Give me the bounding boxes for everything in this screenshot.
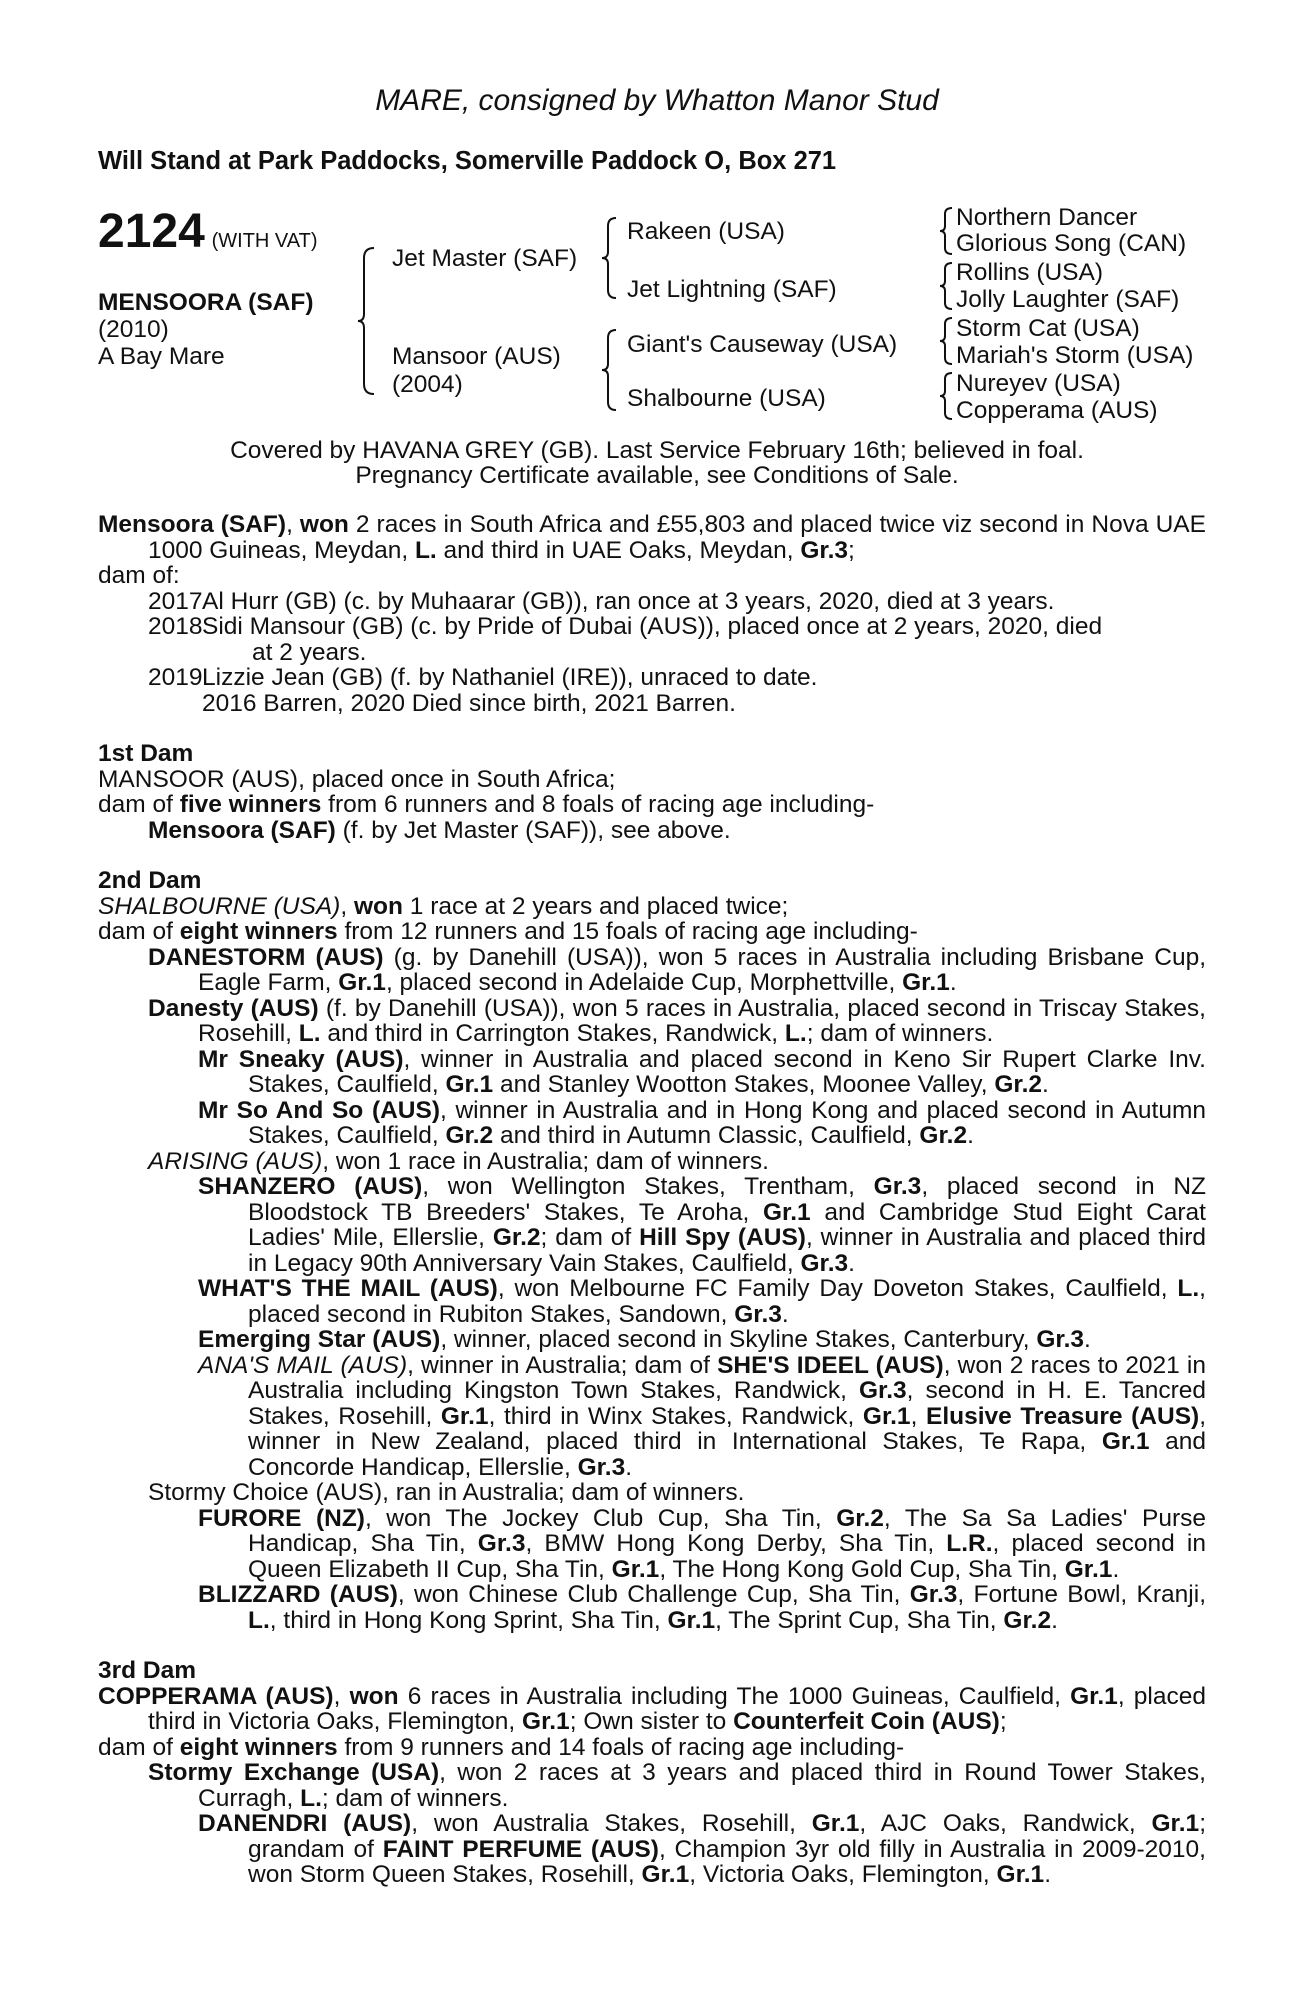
won-label: won bbox=[299, 511, 349, 538]
pedigree-brace-sd bbox=[938, 261, 956, 311]
grade-label: L. bbox=[414, 536, 437, 564]
vat-label: (WITH VAT) bbox=[211, 230, 318, 252]
first-dam-produce: dam of five winners from 6 runners and 8 foals of racing age including- bbox=[98, 791, 875, 818]
dam-of-label: dam of: bbox=[98, 562, 180, 589]
entry-shanzero: SHANZERO (AUS), won Wellington Stakes, Trentham, Gr.3, placed second in NZ Bloodstock TB Breeders' Stakes, Te Aroha, Gr.1 and Cambridge Stud Eight Carat Ladies' Mile, Ellerslie, Gr.2; dam of Hill Spy (AUS), winner in Australia and placed third in Legacy 90th Anniversary Vain Stakes, Caulfield, Gr.3. bbox=[198, 1173, 1206, 1277]
progeny-text bbox=[202, 614, 1206, 665]
pedigree-dam-year: (2004) bbox=[392, 371, 463, 398]
catalogue-body bbox=[98, 512, 1206, 1888]
entry-stormy-exchange: Stormy Exchange (USA), won 2 races at 3 years and placed third in Round Tower Stakes, Curragh, L.; dam of winners. bbox=[148, 1759, 1206, 1812]
progeny-year: 2018 bbox=[148, 613, 203, 640]
pedigree-sire: Jet Master (SAF) bbox=[392, 245, 578, 272]
pedigree-brace-main bbox=[356, 246, 378, 396]
pedigree-brace-sire bbox=[600, 216, 620, 300]
lot-number-block bbox=[98, 207, 318, 257]
entry-danestorm: DANESTORM (AUS) (g. by Danehill (USA)), won 5 races in Australia including Brisbane Cup, Eagle Farm, Gr.1, placed second in Adelaide Cup, Morphettville, Gr.1. bbox=[148, 943, 1207, 996]
progeny-year bbox=[98, 691, 202, 717]
lot-number: 2124 bbox=[98, 205, 205, 258]
pedigree-sdd: Jolly Laughter (SAF) bbox=[956, 286, 1180, 313]
entry-blizzard: BLIZZARD (AUS), won Chinese Club Challenge Cup, Sha Tin, Gr.3, Fortune Bowl, Kranji, L., third in Hong Kong Sprint, Sha Tin, Gr.1, The Sprint Cup, Sha Tin, Gr.2. bbox=[198, 1581, 1206, 1634]
pedigree-dam: Mansoor (AUS) bbox=[392, 343, 561, 370]
progeny-year: 2017 bbox=[148, 587, 203, 615]
entry-furore: FURORE (NZ), won The Jockey Club Cup, Sha Tin, Gr.2, The Sa Sa Ladies' Purse Handicap, Sha Tin, Gr.3, BMW Hong Kong Derby, Sha Tin, L.R., placed second in Queen Elizabeth II Cup, Sha Tin, Gr.1, The Hong Kong Gold Cup, Sha Tin, Gr.1. bbox=[198, 1504, 1207, 1583]
stand-location: Will Stand at Park Paddocks, Somerville Paddock O, Box 271 bbox=[98, 147, 837, 175]
mare-text: ; bbox=[848, 536, 855, 564]
third-dam-line: COPPERAMA (AUS), won 6 races in Australia including The 1000 Guineas, Caulfield, Gr.1, placed third in Victoria Oaks, Flemington, Gr.1; Own sister to Counterfeit Coin (AUS); bbox=[98, 1682, 1206, 1735]
covered-note bbox=[0, 438, 1314, 488]
progeny-text-cont: at 2 years. bbox=[252, 638, 367, 666]
progeny-text-line: Sidi Mansour (GB) (c. by Pride of Dubai (AUS)), placed once at 2 years, 2020, died bbox=[202, 613, 1103, 640]
progeny-row bbox=[98, 589, 1206, 615]
pedigree-ss: Rakeen (USA) bbox=[627, 218, 785, 245]
pedigree-sss: Northern Dancer bbox=[956, 204, 1138, 231]
covered-line-2: Pregnancy Certificate available, see Conditions of Sale. bbox=[355, 462, 959, 489]
pedigree-dds: Nureyev (USA) bbox=[956, 370, 1121, 397]
second-dam-heading: 2nd Dam bbox=[98, 867, 202, 894]
pedigree-brace-ss bbox=[938, 206, 956, 256]
horse-info bbox=[98, 289, 314, 370]
pedigree-dsd: Mariah's Storm (USA) bbox=[956, 342, 1194, 369]
grade-label: Gr.3 bbox=[800, 536, 849, 564]
pedigree-brace-dam bbox=[600, 328, 620, 412]
page-title: MARE, consigned by Whatton Manor Stud bbox=[375, 84, 939, 117]
pedigree-ddd: Copperama (AUS) bbox=[956, 397, 1158, 424]
pedigree-brace-dd bbox=[938, 371, 956, 421]
pedigree-dd: Shalbourne (USA) bbox=[627, 385, 826, 412]
third-dam-produce: dam of eight winners from 9 runners and 14 foals of racing age including- bbox=[98, 1733, 905, 1761]
mare-name: Mensoora (SAF) bbox=[98, 511, 287, 538]
horse-name: MENSOORA (SAF) bbox=[98, 289, 314, 316]
pedigree-sd: Jet Lightning (SAF) bbox=[627, 276, 837, 303]
second-dam-line: SHALBOURNE (USA), won 1 race at 2 years and placed twice; bbox=[98, 892, 789, 920]
first-dam-heading: 1st Dam bbox=[98, 740, 194, 767]
progeny-text: Al Hurr (GB) (c. by Muhaarar (GB)), ran once at 3 years, 2020, died at 3 years. bbox=[202, 587, 1055, 615]
entry-emerging-star: Emerging Star (AUS), winner, placed second in Skyline Stakes, Canterbury, Gr.3. bbox=[198, 1326, 1091, 1353]
entry-anas-mail: ANA'S MAIL (AUS), winner in Australia; dam of SHE'S IDEEL (AUS), won 2 races to 2021 in Australia including Kingston Town Stakes, Randwick, Gr.3, second in H. E. Tancred Stakes, Rosehill, Gr.1, third in Winx Stakes, Randwick, Gr.1, Elusive Treasure (AUS), winner in New Zealand, placed third in International Stakes, Te Rapa, Gr.1 and Concorde Handicap, Ellerslie, Gr.3. bbox=[198, 1351, 1207, 1481]
mare-record: Mensoora (SAF), won 2 races in South Africa and £55,803 and placed twice viz second in Nova UAE 1000 Guineas, Meydan, L. and third in UAE Oaks, Meydan, Gr.3; bbox=[98, 511, 1206, 564]
progeny-row bbox=[98, 665, 1206, 691]
progeny-text: 2016 Barren, 2020 Died since birth, 2021 Barren. bbox=[202, 689, 736, 717]
second-dam-produce: dam of eight winners from 12 runners and 15 foals of racing age including- bbox=[98, 918, 918, 945]
progeny-row bbox=[98, 614, 1206, 665]
entry-danesty: Danesty (AUS) (f. by Danehill (USA)), won 5 races in Australia, placed second in Triscay Stakes, Rosehill, L. and third in Carrington Stakes, Randwick, L.; dam of winners. bbox=[148, 994, 1206, 1047]
entry-arising: ARISING (AUS), won 1 race in Australia; dam of winners. bbox=[148, 1147, 769, 1175]
pedigree-dss: Storm Cat (USA) bbox=[956, 315, 1140, 342]
covered-line-1: Covered by HAVANA GREY (GB). Last Service February 16th; believed in foal. bbox=[230, 437, 1084, 464]
first-dam-line: MANSOOR (AUS), placed once in South Africa; bbox=[98, 765, 616, 793]
mare-text: and third in UAE Oaks, Meydan, bbox=[436, 536, 801, 564]
pedigree-brace-ds bbox=[938, 316, 956, 366]
pedigree-ssd: Glorious Song (CAN) bbox=[956, 230, 1187, 257]
mare-text: 2 races in South Africa and £55,803 and placed twice viz second in Nova UAE 1000 Guineas, Meydan, bbox=[148, 511, 1206, 564]
progeny-text: Lizzie Jean (GB) (f. by Nathaniel (IRE)), unraced to date. bbox=[202, 664, 818, 691]
progeny-year: 2019 bbox=[148, 664, 203, 691]
horse-desc: A Bay Mare bbox=[98, 343, 225, 370]
entry-whats-the-mail: WHAT'S THE MAIL (AUS), won Melbourne FC Family Day Doveton Stakes, Caulfield, L., placed second in Rubiton Stakes, Sandown, Gr.3. bbox=[198, 1275, 1206, 1328]
pedigree-sds: Rollins (USA) bbox=[956, 259, 1104, 286]
pedigree-ds: Giant's Causeway (USA) bbox=[627, 331, 898, 358]
entry-danendri: DANENDRI (AUS), won Australia Stakes, Rosehill, Gr.1, AJC Oaks, Randwick, Gr.1; grandam of FAINT PERFUME (AUS), Champion 3yr old filly in Australia in 2009-2010, won Storm Queen Stakes, Rosehill, Gr.1, Victoria Oaks, Flemington, Gr.1. bbox=[198, 1810, 1206, 1888]
horse-year: (2010) bbox=[98, 316, 169, 343]
entry-stormy-choice: Stormy Choice (AUS), ran in Australia; dam of winners. bbox=[148, 1479, 745, 1506]
entry-mr-sneaky: Mr Sneaky (AUS), winner in Australia and placed second in Keno Sir Rupert Clarke Inv. Stakes, Caulfield, Gr.1 and Stanley Wootton Stakes, Moonee Valley, Gr.2. bbox=[198, 1045, 1206, 1098]
entry-mr-so-and-so: Mr So And So (AUS), winner in Australia and in Hong Kong and placed second in Autumn Stakes, Caulfield, Gr.2 and third in Autumn Classic, Caulfield, Gr.2. bbox=[198, 1096, 1206, 1149]
progeny-row bbox=[98, 691, 1206, 717]
first-dam-foal: Mensoora (SAF) (f. by Jet Master (SAF)), see above. bbox=[148, 816, 731, 844]
third-dam-heading: 3rd Dam bbox=[98, 1657, 197, 1684]
